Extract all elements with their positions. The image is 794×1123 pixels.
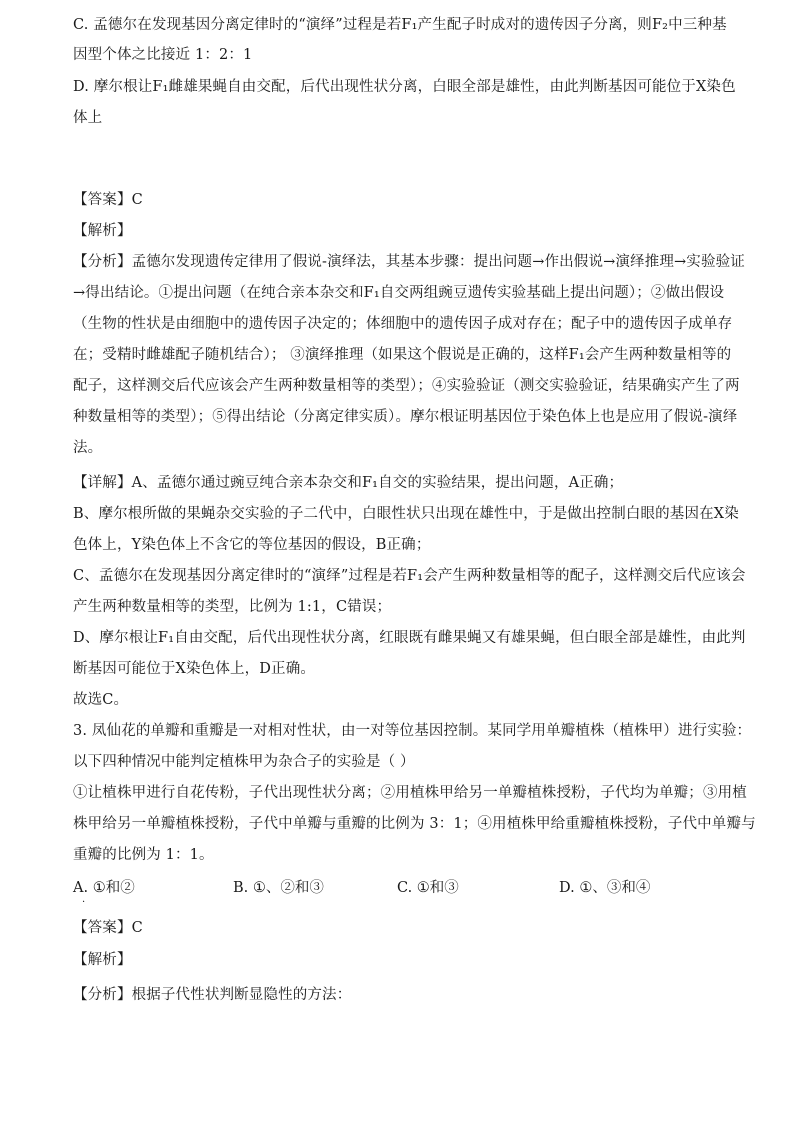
analysis-text-7: 法。: [73, 440, 103, 456]
analysis-text-1: 【分析】孟德尔发现遗传定律用了假说-演绎法，其基本步骤：提出问题→作出假说→演绎推理→实验验证: [73, 254, 745, 270]
analysis-text-3: （生物的性状是由细胞中的遗传因子决定的；体细胞中的遗传因子成对存在；配子中的遗传因子成单存: [73, 316, 733, 332]
detail-b-1: B、摩尔根所做的果蝇杂交实验的子二代中，白眼性状只出现在雄性中，于是做出控制白眼的基因在X染: [73, 506, 739, 522]
detail-d-2: 断基因可能位于X染色体上，D正确。: [73, 661, 315, 677]
question-3-line-1: 3. 凤仙花的单瓣和重瓣是一对相对性状，由一对等位基因控制。某同学用单瓣植株（植株甲）进行实验：: [73, 723, 752, 739]
option-d: D. ①、③和④: [559, 880, 651, 896]
question-3-line-4: 株甲给另一单瓣植株授粉，子代中单瓣与重瓣的比例为 3：1；④用植株甲给重瓣植株授粉，子代中单瓣与: [73, 816, 756, 832]
option-c: C. ①和③: [397, 880, 459, 896]
option-b: B. ①、②和③: [233, 880, 324, 896]
stray-dot-mark: ·: [82, 897, 86, 908]
option-a: A. ①和②: [73, 880, 135, 896]
detail-b-2: 色体上，Y染色体上不含它的等位基因的假设，B正确；: [73, 537, 431, 553]
analysis-text-4: 在；受精时雌雄配子随机结合）； ③演绎推理（如果这个假说是正确的，这样F₁会产生两种数量相等的: [73, 347, 732, 363]
option-d-line-1: D. 摩尔根让F₁雌雄果蝇自由交配，后代出现性状分离，白眼全部是雄性，由此判断基因可能位于X染色: [73, 79, 736, 95]
answer-options: [73, 878, 721, 898]
analysis-text-2: →得出结论。①提出问题（在纯合亲本杂交和F₁自交两组豌豆遗传实验基础上提出问题）；②做出假设: [73, 285, 725, 301]
option-c-line-2: 因型个体之比接近 1：2：1: [73, 47, 253, 63]
detail-d-1: D、摩尔根让F₁自由交配，后代出现性状分离，红眼既有雌果蝇又有雄果蝇，但白眼全部是雄性，由此判: [73, 630, 746, 646]
answer-label-2: 【答案】C: [73, 920, 143, 936]
question-3-line-5: 重瓣的比例为 1：1。: [73, 847, 214, 863]
analysis-label: 【解析】: [73, 223, 132, 239]
option-d-line-2: 体上: [73, 110, 103, 126]
analysis-label-2: 【解析】: [73, 952, 132, 968]
detail-c-1: C、孟德尔在发现基因分离定律时的“演绎”过程是若F₁会产生两种数量相等的配子，这样测交后代应该会: [73, 568, 746, 584]
question-3-line-3: ①让植株甲进行自花传粉，子代出现性状分离；②用植株甲给另一单瓣植株授粉，子代均为单瓣；③用植: [73, 785, 747, 801]
detail-c-2: 产生两种数量相等的类型，比例为 1:1，C错误；: [73, 599, 392, 615]
conclusion: 故选C。: [73, 692, 129, 708]
option-c-line-1: C. 孟德尔在发现基因分离定律时的“演绎”过程是若F₁产生配子时成对的遗传因子分离，则F₂中三种基: [73, 17, 727, 33]
answer-label: 【答案】C: [73, 192, 143, 208]
analysis-text-5: 配子，这样测交后代应该会产生两种数量相等的类型）；④实验验证（测交实验验证，结果确实产生了两: [73, 378, 740, 394]
question-3-line-2: 以下四种情况中能判定植株甲为杂合子的实验是（ ）: [73, 754, 415, 770]
analysis-text-8: 【分析】根据子代性状判断显隐性的方法：: [73, 987, 352, 1003]
detail-a: 【详解】A、孟德尔通过豌豆纯合亲本杂交和F₁自交的实验结果，提出问题，A正确；: [73, 475, 624, 491]
analysis-text-6: 种数量相等的类型）；⑤得出结论（分离定律实质）。摩尔根证明基因位于染色体上也是应用了假说-演绎: [73, 409, 738, 425]
